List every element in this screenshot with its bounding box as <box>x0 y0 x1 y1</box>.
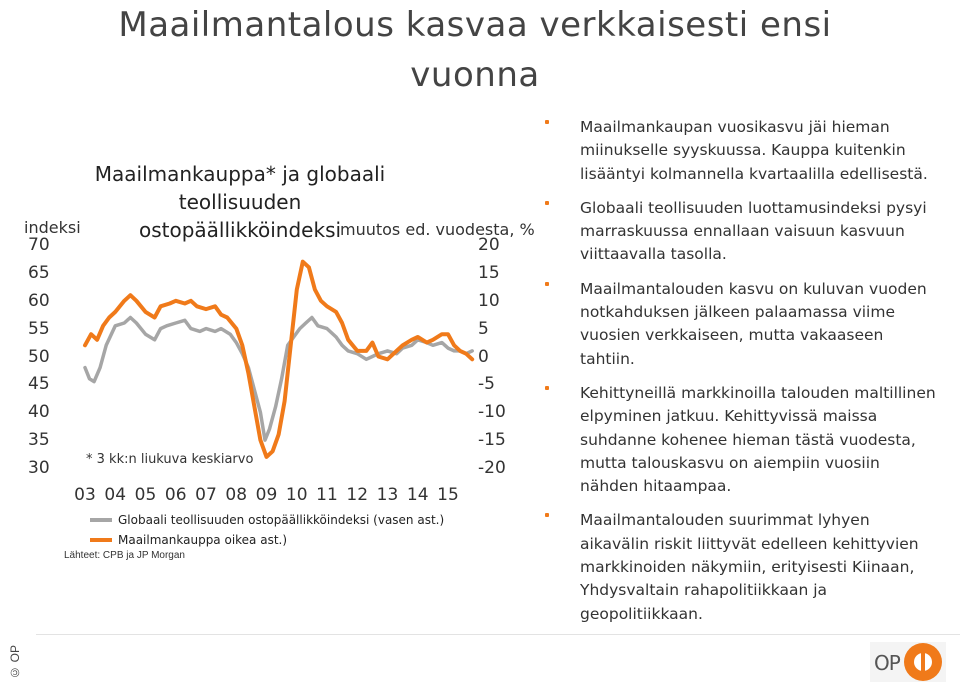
chart-title: Maailmankauppa* ja globaali teollisuuden ostopäällikköindeksi <box>94 162 386 242</box>
footer-divider <box>36 634 960 635</box>
chart-source: Lähteet: CPB ja JP Morgan <box>64 550 185 561</box>
x-tick-label: 06 <box>164 485 187 505</box>
x-tick-label: 14 <box>406 485 429 505</box>
bullet-item <box>540 509 940 625</box>
op-logo-icon <box>904 643 942 681</box>
bullet-text: Globaali teollisuuden luottamusindeksi pysyi marraskuussa ennallaan vaisuun kasvuun viittaavalla tasolla. <box>580 198 927 264</box>
right-tick-label: 20 <box>478 235 500 255</box>
line-plot <box>0 150 540 570</box>
x-tick-label: 05 <box>134 485 157 505</box>
chart-footnote: * 3 kk:n liukuva keskiarvo <box>86 452 254 467</box>
left-tick-label: 35 <box>28 430 50 451</box>
right-tick-label: -10 <box>478 402 506 423</box>
legend-swatch-trade <box>90 538 112 542</box>
right-tick-label: 10 <box>478 290 500 311</box>
right-tick-label: -20 <box>478 458 506 478</box>
right-tick-label: 0 <box>478 346 489 367</box>
right-tick-label: -5 <box>478 374 495 395</box>
x-tick-label: 07 <box>195 485 217 505</box>
right-tick-label: 5 <box>478 318 489 339</box>
bullet-item <box>540 116 940 186</box>
left-tick-label: 40 <box>28 402 50 423</box>
bullet-dot <box>545 120 549 124</box>
left-tick-label: 70 <box>28 235 50 255</box>
bullet-item <box>540 382 940 498</box>
bullet-text: Maailmantalouden suurimmat lyhyen aikavälin riskit liittyvät edelleen kehittyvien markkinoiden näkymiin, erityisesti Kiinaan, Yhdysvaltain rahapolitiikkaan ja geopolitiikkaan. <box>580 511 919 623</box>
left-tick-label: 60 <box>28 290 50 311</box>
x-tick-label: 04 <box>104 485 127 505</box>
x-tick-label: 12 <box>346 485 369 505</box>
x-tick-label: 03 <box>74 485 96 505</box>
legend-label-pmi: Globaali teollisuuden ostopäällikköindeksi (vasen ast.) <box>118 513 445 527</box>
bullet-text: Maailmantalouden kasvu on kuluvan vuoden notkahduksen jälkeen palaamassa viime vuosien verkkaiseen, mutta vakaaseen tahtiin. <box>580 279 927 368</box>
logo-text: OP <box>874 651 900 675</box>
bullet-list <box>540 116 940 637</box>
legend <box>90 510 444 550</box>
chart-panel <box>0 150 540 570</box>
legend-swatch-pmi <box>90 518 112 522</box>
legend-item-trade <box>90 530 444 550</box>
left-tick-label: 50 <box>28 346 50 367</box>
left-axis-label: indeksi <box>24 218 81 237</box>
right-axis-label: muutos ed. vuodesta, % <box>340 220 535 239</box>
legend-label-trade: Maailmankauppa oikea ast.) <box>118 533 288 547</box>
x-tick-label: 13 <box>376 485 399 505</box>
legend-item-pmi <box>90 510 444 530</box>
series-line-trade <box>85 262 472 457</box>
x-tick-label: 11 <box>316 485 338 505</box>
bullet-dot <box>545 282 549 286</box>
bullet-item <box>540 278 940 371</box>
bullet-text: Maailmankaupan vuosikasvu jäi hieman miinukselle syyskuussa. Kauppa kuitenkin lisääntyi kolmannella kvartaalilla edellisestä. <box>580 118 928 183</box>
x-tick-label: 15 <box>437 485 459 505</box>
right-tick-label: 15 <box>478 262 500 283</box>
left-tick-label: 55 <box>28 318 50 339</box>
bullet-item <box>540 197 940 267</box>
bullet-dot <box>545 386 549 390</box>
series-line-pmi <box>85 318 472 441</box>
x-tick-label: 09 <box>255 485 278 505</box>
op-logo <box>870 642 946 682</box>
bullet-text: Kehittyneillä markkinoilla talouden maltillinen elpyminen jatkuu. Kehittyvissä maissa suhdanne kohenee hieman tästä vuodesta, mutta talouskasvu on aiempiin vuosiin nähden hitaampaa. <box>580 383 936 496</box>
x-tick-label: 10 <box>285 485 308 505</box>
left-tick-label: 30 <box>28 458 50 478</box>
right-tick-label: -15 <box>478 430 506 451</box>
x-tick-label: 08 <box>225 485 248 505</box>
bullet-dot <box>545 513 549 517</box>
bullet-dot <box>545 201 549 205</box>
left-tick-label: 65 <box>28 262 50 283</box>
left-tick-label: 45 <box>28 374 50 395</box>
slide-title: Maailmantalous kasvaa verkkaisesti ensi vuonna <box>118 5 832 95</box>
copyright: © OP <box>8 645 22 680</box>
